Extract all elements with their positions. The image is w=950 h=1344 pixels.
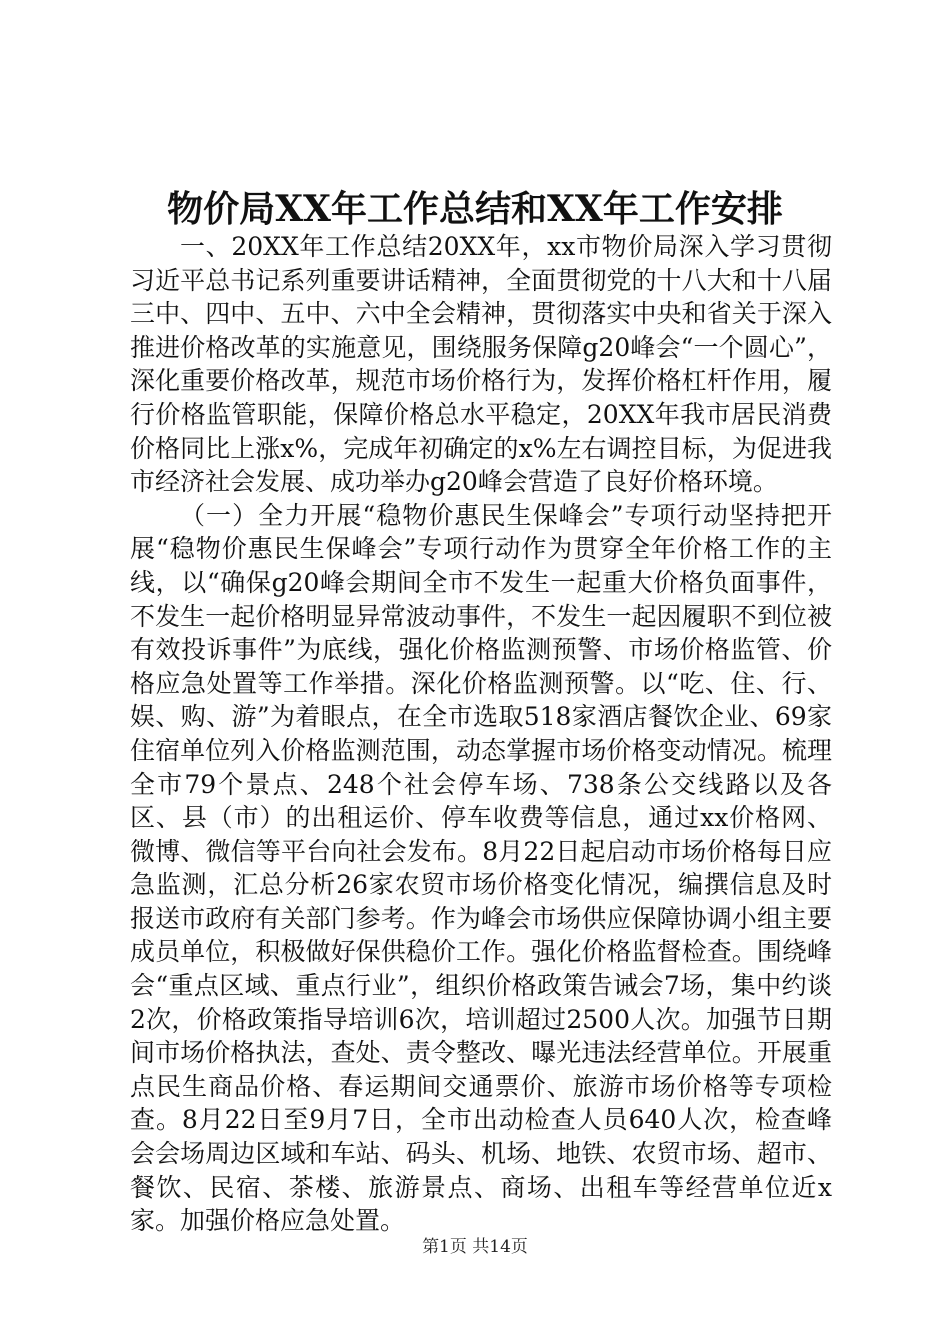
document-body (130, 230, 832, 1238)
paragraph-special-action: （一）全力开展“稳物价惠民生保峰会”专项行动坚持把开展“稳物价惠民生保峰会”专项行动作为贯穿全年价格工作的主线，以“确保g20峰会期间全市不发生一起重大价格负面事件，不发生一起价格明显异常波动事件，不发生一起因履职不到位被有效投诉事件”为底线，强化价格监测预警、市场价格监管、价格应急处置等工作举措。深化价格监测预警。以“吃、住、行、娱、购、游”为着眼点，在全市选取518家酒店餐饮企业、69家住宿单位列入价格监测范围，动态掌握市场价格变动情况。梳理全市79个景点、248个社会停车场、738条公交线路以及各区、县（市）的出租运价、停车收费等信息，通过xx价格网、微博、微信等平台向社会发布。8月22日起启动市场价格每日应急监测，汇总分析26家农贸市场价格变化情况，编撰信息及时报送市政府有关部门参考。作为峰会市场供应保障协调小组主要成员单位，积极做好保供稳价工作。强化价格监督检查。围绕峰会“重点区域、重点行业”，组织价格政策告诫会7场，集中约谈2次，价格政策指导培训6次，培训超过2500人次。加强节日期间市场价格执法，查处、责令整改、曝光违法经营单位。开展重点民生商品价格、春运期间交通票价、旅游市场价格等专项检查。8月22日至9月7日，全市出动检查人员640人次，检查峰会会场周边区域和车站、码头、机场、地铁、农贸市场、超市、餐饮、民宿、茶楼、旅游景点、商场、出租车等经营单位近x家。加强价格应急处置。 (130, 500, 832, 1236)
document-title: 物价局XX年工作总结和XX年工作安排 (167, 188, 783, 230)
page-footer: 第1页 共14页 (422, 1237, 528, 1257)
paragraph-summary: 一、20XX年工作总结20XX年，xx市物价局深入学习贯彻习近平总书记系列重要讲话精神，全面贯彻党的十八大和十八届三中、四中、五中、六中全会精神，贯彻落实中央和省关于深入推进价格改革的实施意见，围绕服务保障g20峰会“一个圆心”，深化重要价格改革，规范市场价格行为，发挥价格杠杆作用，履行价格监管职能，保障价格总水平稳定，20XX年我市居民消费价格同比上涨x%，完成年初确定的x%左右调控目标，为促进我市经济社会发展、成功举办g20峰会营造了良好价格环境。 (130, 232, 832, 497)
